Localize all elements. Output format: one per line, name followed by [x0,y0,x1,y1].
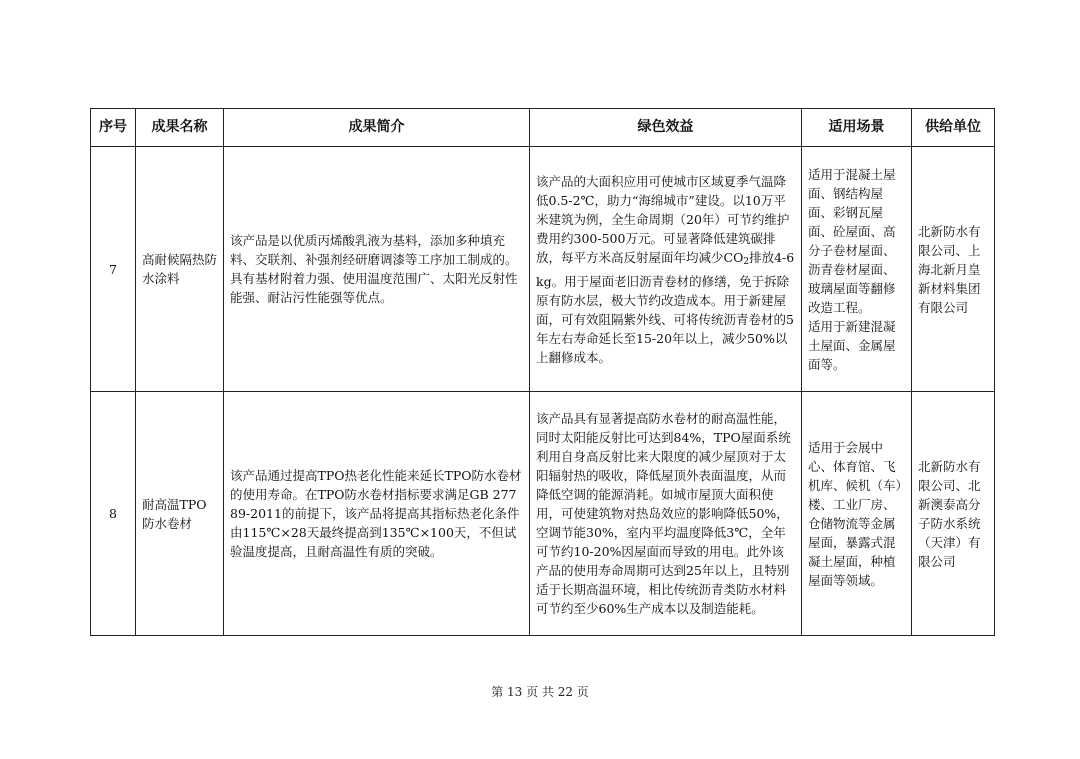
header-supplier: 供给单位 [912,109,995,147]
row-benefit [530,147,802,392]
header-name: 成果名称 [136,109,224,147]
benefit-text-a: 该产品的大面积应用可使城市区域夏季气温降低0.5-2℃，助力“海绵城市”建设。以10万平米建筑为例，全生命周期（20年）可节约维护费用约300-500万元。可显著降低建筑碳排放，每平方米高反射屋面年均减少CO [536,173,790,265]
scene-text-2: 适用于新建混凝土屋面、金属屋面等。 [808,318,896,372]
benefit-text-b: 排放4-6kg。用于屋面老旧沥青卷材的修缮，免于拆除原有防水层，极大节约改造成本。用于新建屋面，可有效阻隔紫外线、可将传统沥青卷材的5年左右寿命延长至15-20年以上，减少50%以上翻修成本。 [536,249,795,365]
row-scene [802,147,912,392]
header-scene: 适用场景 [802,109,912,147]
row-intro: 该产品通过提高TPO热老化性能来延长TPO防水卷材的使用寿命。在TPO防水卷材指标要求满足GB 27789-2011的前提下，该产品将提高其指标热老化条件由115℃×28天最终提高到135℃×100天，不但试验温度提高，且耐高温性有质的突破。 [224,392,530,636]
scene-text-1: 适用于混凝土屋面、钢结构屋面、彩钢瓦屋面、砼屋面、高分子卷材屋面、沥青卷材屋面、玻璃屋面等翻修改造工程。 [808,166,896,315]
co2-subscript: 2 [743,256,750,267]
row-index: 7 [91,147,136,392]
row-supplier: 北新防水有限公司、北新澳泰高分子防水系统（天津）有限公司 [912,392,995,636]
row-intro: 该产品是以优质丙烯酸乳液为基料，添加多种填充料、交联剂、补强剂经研磨调漆等工序加工制成的。具有基材附着力强、使用温度范围广、太阳光反射性能强、耐沾污性能强等优点。 [224,147,530,392]
page-number: 第 13 页 共 22 页 [491,685,589,699]
header-index: 序号 [91,109,136,147]
results-table [90,108,995,636]
header-row [91,109,995,147]
table-row [91,392,995,636]
row-name: 高耐候隔热防水涂料 [136,147,224,392]
header-benefit: 绿色效益 [530,109,802,147]
row-name: 耐高温TPO防水卷材 [136,392,224,636]
row-benefit: 该产品具有显著提高防水卷材的耐高温性能，同时太阳能反射比可达到84%，TPO屋面系统利用自身高反射比来大限度的减少屋顶对于太阳辐射热的吸收，降低屋顶外表面温度，从而降低空调的能源消耗。如城市屋顶大面积使用，可使建筑物对热岛效应的影响降低50%，空调节能30%，室内平均温度降低3℃，全年可节约10-20%因屋面而导致的用电。此外该产品的使用寿命周期可达到25年以上，且特别适于长期高温环境，相比传统沥青类防水材料可节约至少60%生产成本以及制造能耗。 [530,392,802,636]
row-scene: 适用于会展中心、体育馆、飞机库、候机（车）楼、工业厂房、仓储物流等金属屋面，暴露式混凝土屋面，种植屋面等领域。 [802,392,912,636]
table-row [91,147,995,392]
header-intro: 成果简介 [224,109,530,147]
row-supplier: 北新防水有限公司、上海北新月皇新材料集团有限公司 [912,147,995,392]
row-index: 8 [91,392,136,636]
